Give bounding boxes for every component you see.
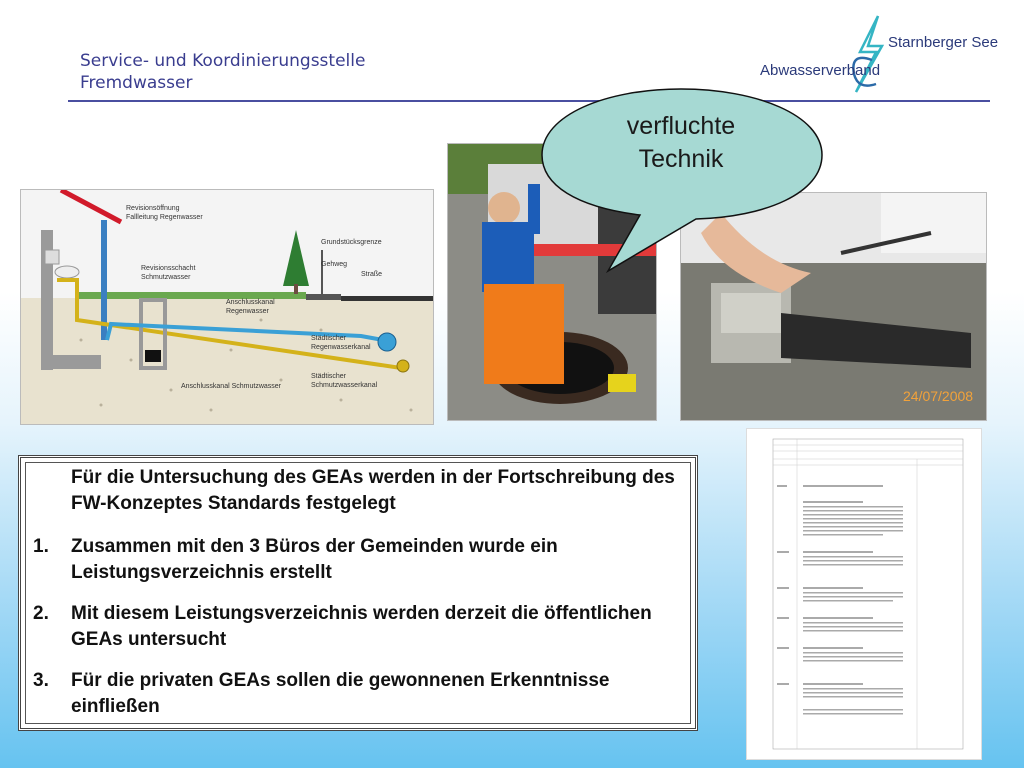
page-title <box>80 50 365 94</box>
label-anschlusskanal-regen-2: Regenwasser <box>226 308 269 315</box>
logo-name-line2: Abwasserverband <box>760 62 881 79</box>
label-staedt-regen-2: Regenwasserkanal <box>311 344 371 351</box>
label-staedt-regen-1: Städtischer <box>311 335 347 342</box>
logo-mark-icon <box>760 12 1000 96</box>
key-point-1-text: Zusammen mit den 3 Büros der Gemeinden wurde ein Leistungsverzeichnis erstellt <box>71 536 558 583</box>
document-thumbnail-page <box>747 429 981 759</box>
speech-bubble-text <box>596 110 766 176</box>
label-anschlusskanal-schmutz: Anschlusskanal Schmutzwasser <box>181 383 281 390</box>
label-grundstuecksgrenze: Grundstücksgrenze <box>321 239 382 246</box>
key-point-2-number: 2. <box>33 603 49 624</box>
page-title-line1: Service- und Koordinierungsstelle <box>80 51 366 71</box>
speech-bubble-line2: Technik <box>638 145 724 173</box>
drainage-diagram <box>20 189 434 425</box>
document-thumbnail <box>746 428 982 760</box>
key-points-box <box>18 455 698 731</box>
logo-name-line1: Starnberger See <box>888 34 999 51</box>
speech-bubble-line1: verfluchte <box>626 112 736 140</box>
key-point-3-text: Für die privaten GEAs sollen die gewonnenen Erkenntnisse einfließen <box>71 670 610 717</box>
key-point-1-number: 1. <box>33 536 49 557</box>
label-anschlusskanal-regen-1: Anschlusskanal <box>226 299 275 306</box>
drainage-diagram-illustration <box>21 190 433 424</box>
label-staedt-schmutz-2: Schmutzwasserkanal <box>311 382 378 389</box>
page-title-line2: Fremdwasser <box>80 73 193 93</box>
label-schmutzwasser: Schmutzwasser <box>141 274 191 281</box>
label-revisionsschacht: Revisionsschacht <box>141 265 196 272</box>
label-strasse: Straße <box>361 271 383 278</box>
logo <box>760 12 1000 96</box>
label-gehweg: Gehweg <box>321 261 348 268</box>
photo-date-stamp: 24/07/2008 <box>903 388 974 404</box>
label-revisionsoeffnung: Revisionsöffnung <box>126 205 180 212</box>
key-point-3-number: 3. <box>33 670 49 691</box>
label-staedt-schmutz-1: Städtischer <box>311 373 347 380</box>
key-points-intro: Für die Untersuchung des GEAs werden in der Fortschreibung des FW-Konzeptes Standards festgelegt <box>71 467 675 514</box>
key-point-2-text: Mit diesem Leistungsverzeichnis werden derzeit die öffentlichen GEAs untersucht <box>71 603 652 650</box>
header-divider <box>68 100 990 102</box>
label-fallleitung: Fallleitung Regenwasser <box>126 214 203 221</box>
